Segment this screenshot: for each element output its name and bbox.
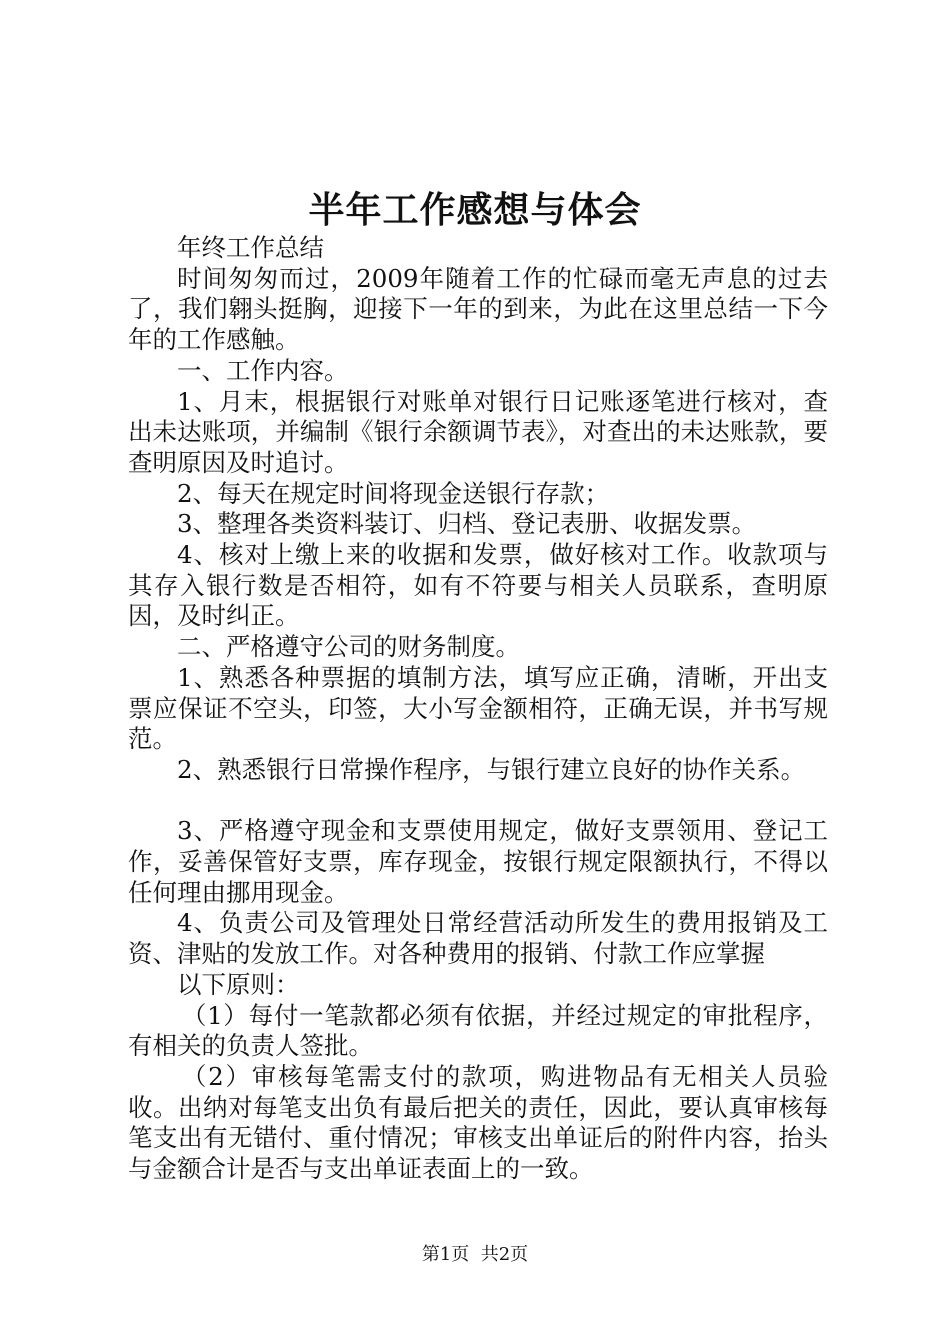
paragraph-item: 1、月末，根据银行对账单对银行日记账逐笔进行核对，查出未达账项，并编制《银行余额调节表》，对查出的未达账款，要查明原因及时追讨。: [128, 386, 828, 477]
section-heading-work-content: 一、工作内容。: [177, 355, 349, 385]
paragraph-item: 3、严格遵守现金和支票使用规定，做好支票领用、登记工作，妥善保管好支票，库存现金，按银行规定限额执行，不得以任何理由挪用现金。: [128, 816, 828, 907]
paragraph-item: 2、熟悉银行日常操作程序，与银行建立良好的协作关系。: [177, 754, 806, 784]
paragraph-item: 4、核对上缴上来的收据和发票，做好核对工作。收款项与其存入银行数是否相符，如有不符要与相关人员联系，查明原因，及时纠正。: [128, 540, 828, 631]
document-title: 半年工作感想与体会: [308, 189, 642, 231]
page-number: 第1页: [421, 1244, 470, 1265]
page-footer: [0, 1242, 950, 1268]
blank-line: [128, 786, 828, 817]
paragraph-item: 3、整理各类资料装订、归档、登记表册、收据发票。: [177, 509, 757, 539]
paragraph-intro: 时间匆匆而过，2009年随着工作的忙碌而毫无声息的过去了，我们翱头挺胸，迎接下一年的到来，为此在这里总结一下今年的工作感触。: [128, 263, 828, 355]
section-heading-finance-rules: 二、严格遵守公司的财务制度。: [177, 632, 520, 662]
paragraph-item: 以下原则：: [177, 969, 300, 999]
paragraph-subitem: （2）审核每笔需支付的款项，购进物品有无相关人员验收。出纳对每笔支出负有最后把关的责任，因此，要认真审核每笔支出有无错付、重付情况；审核支出单证后的附件内容，抬头与金额合计是否与支出单证表面上的一致。: [128, 1061, 828, 1184]
page-total: 共2页: [480, 1244, 529, 1265]
paragraph-subitem: （1）每付一笔款都必须有依据，并经过规定的审批程序，有相关的负责人签批。: [128, 1000, 828, 1061]
document-body: [128, 233, 828, 1185]
paragraph-item: 1、熟悉各种票据的填制方法，填写应正确，清晰，开出支票应保证不空头，印签，大小写金额相符，正确无误，并书写规范。: [128, 662, 828, 754]
paragraph-subtitle: 年终工作总结: [177, 233, 324, 262]
paragraph-item: 4、负责公司及管理处日常经营活动所发生的费用报销及工资、津贴的发放工作。对各种费用的报销、付款工作应掌握: [128, 908, 828, 969]
paragraph-item: 2、每天在规定时间将现金送银行存款；: [177, 478, 610, 508]
